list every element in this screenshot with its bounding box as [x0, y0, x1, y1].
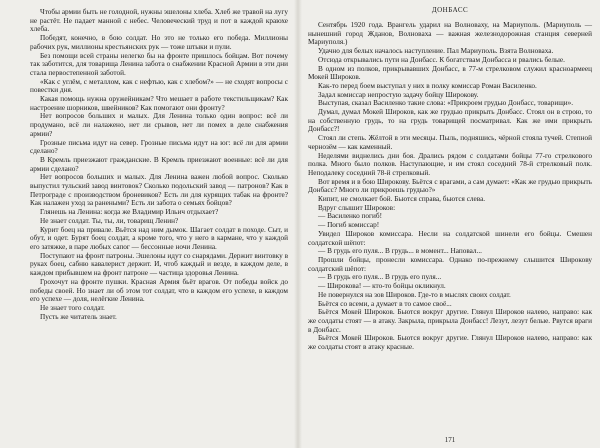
paragraph: В Кремль приезжают гражданские. В Кремль приезжают военные: всё ли для армии сделано?	[30, 155, 288, 173]
paragraph: В одном из полков, прикрывавших Донбасс, в 77-м стрелковом служил красноармеец Мокей Широков.	[308, 64, 592, 82]
paragraph: Какая помощь нужна оружейникам? Что мешает в работе текстильщикам? Как настроение шорников, швейников? Как помогают они фронту?	[30, 95, 288, 112]
right-page	[300, 0, 600, 448]
paragraph: — В грудь его пуля... В грудь... в момент... Наповал...	[318, 247, 482, 256]
paragraph: Грозные письма идут на север. Грозные письма идут на юг: всё ли для армии сделано?	[30, 138, 288, 156]
paragraph: Сентябрь 1920 года. Врангель ударил на Волноваху, на Мариуполь. (Мариуполь — нынешний город Жданов, Волноваха — важная железнодорожная станция северней Мариуполя.)	[308, 21, 592, 47]
paragraph: Выступая, сказал Василенко такие слова: «Прикроем грудью Донбасс, товарищи».	[318, 99, 574, 108]
paragraph: Кипит, не смолкает бой. Бьются справа, бьются слева.	[318, 195, 486, 204]
paragraph: Победят, конечно, в бою солдат. Но это не только его победа. Миллионы рабочих рук, миллионы крестьянских рук — тоже штыки и пули.	[30, 34, 288, 51]
paragraph: Без помощи всей страны нелегко бы на фронте пришлось бойцам. Вот почему так заботится, для товарища Ленина забота о снабжении Красной Армии в эти дни стала первостепенной заботой.	[30, 51, 288, 77]
paragraph: Стоял ли степь. Жёлтой в эти месяцы. Пыль, подняшись, чёрной стояла тучей. Степной чернозём — как каменный.	[308, 134, 592, 151]
paragraph: Вдруг слышит Широков:	[318, 203, 396, 212]
paragraph: Не знает того солдат.	[40, 303, 105, 312]
paragraph: — Погиб комиссар!	[318, 221, 380, 230]
paragraph: — Василенко погиб!	[318, 212, 382, 221]
paragraph: — Широкова! — кто-то бойцы окликнул.	[318, 282, 446, 291]
paragraph: «Как с углём, с металлом, как с нефтью, как с хлебом?» — не сходят вопросы с повестки дня.	[30, 77, 288, 95]
paragraph: Глянешь на Ленина: когда же Владимир Ильич отдыхает?	[40, 208, 219, 217]
paragraph: Отсюда открывались пути на Донбасс. К богатствам Донбасса и рвались белые.	[318, 55, 565, 64]
paragraph: Удачно для белых началось наступление. Пал Мариуполь. Взята Волноваха.	[318, 47, 554, 56]
paragraph: Увидел Широков комиссара. Несли на солдатской шинели его бойцы. Смешен солдатской шёпот:	[308, 229, 592, 247]
paragraph: Как-то перед боем выступал у них в полку комиссар Роман Василенко.	[318, 81, 537, 90]
paragraph: Нет вопросов больших и малых. Для Ленина только один вопрос: всё ли продумано, всё ли налажено, нет ли срывов, нет ли помех в деле снабжения армии?	[30, 112, 288, 138]
paragraph: Бьётся Мокей Широков. Бьются вокруг другие. Глянул Широков налево, направо: как же солдаты стоят в атаку красные.	[308, 334, 592, 352]
paragraph: Прошли бойцы, пронесли комиссара. Однако по-прежнему слышится Широкову солдатский шёпот:	[308, 255, 592, 273]
paragraph: Грохочут на фронте пушки. Красная Армия бьёт врагов. От победы войск до победы своей. Но знает ли об этом тот солдат, что в каждом его успехе, в каждом его успехе — доля, нелёгкие Ленина.	[30, 277, 288, 304]
paragraph: Курит боец на привале. Вьётся над ним дымок. Шагает солдат в походе. Сыт, и обут, и одет. Бурят боец солдат, а кроме того, что у него в кармане, что у каждой его затяжке, в паре любых сапог — бессонные ночи Ленина.	[30, 225, 288, 251]
paragraph: Не повернулся на зов Широков. Где-то в мыслях своих солдат.	[318, 290, 511, 299]
left-page	[0, 0, 296, 448]
paragraph: Бьётся со всеми, а думает в то самое своё...	[318, 299, 452, 308]
paragraph: Поступают на фронт патроны. Эшелоны идут со снарядами. Держит винтовку в руках боец, сабню кавалерист держит. И, чтоб каждый и везде, в каждом деле, в каждом прибывшем на фронт патроне — частица здоровья Ленина.	[30, 251, 288, 278]
paragraph: Думал, думал Мокей Широков, как же грудью прикрыть Донбасс. Стоял он в строю, то на собственную грудь, то на грудь товарищей посматривал. Как же ими прикрыть Донбасс?!	[308, 108, 592, 134]
paragraph: Задал комиссар непростую задачу бойцу Широкову.	[318, 90, 479, 99]
paragraph: Вот время и в бою Широкову. Бьётся с врагами, а сам думает: «Как же грудью прикрыть Донбасс? Много ли прикроешь грудью?»	[308, 177, 592, 195]
paragraph: Чтобы армии быть не голодной, нужны эшелоны хлеба. Хлеб же травой на лугу не растёт. Не падает манной с небес. Человеческий труд и пот в каждой краюхе хлеба.	[30, 8, 288, 34]
page-number: 171	[444, 436, 456, 444]
paragraph: — В грудь его пуля... В грудь его пуля...	[318, 273, 442, 282]
paragraph: Бьётся Мокей Широков. Бьются вокруг другие. Глянул Широков налево, направо: как же солдаты стоят — в атаку. Закрыла, прикрыла Донбасс! Лезут, лезут белые. Рвутся враги в Донбасс.	[308, 308, 592, 334]
running-head: ДОНБАСС	[431, 6, 469, 14]
paragraph: Нет вопросов больших и малых. Для Ленина важен любой вопрос. Сколько выпустил тульский завод винтовок? Сколько подольский завод — патронов? Как в Петрограде с производством броневиков? Есть ли для курящих табак на фронте? Как налажен уход за ранеными? Есть ли забота о семьях бойцов?	[30, 173, 288, 208]
paragraph: Не знает солдат. Ты, ты, ли, товарищ Ленин?	[40, 216, 179, 225]
paragraph: Пусть же читатель знает.	[40, 312, 117, 321]
paragraph: Неделями виднелись дни боя. Дрались рядом с солдатами бойцы 77-го стрелкового полка. Много было полков. Наступающие, и им стоял соседний 78-й стрелковый полк. Неподалеку соседний 78-й стрелковый.	[308, 151, 592, 177]
